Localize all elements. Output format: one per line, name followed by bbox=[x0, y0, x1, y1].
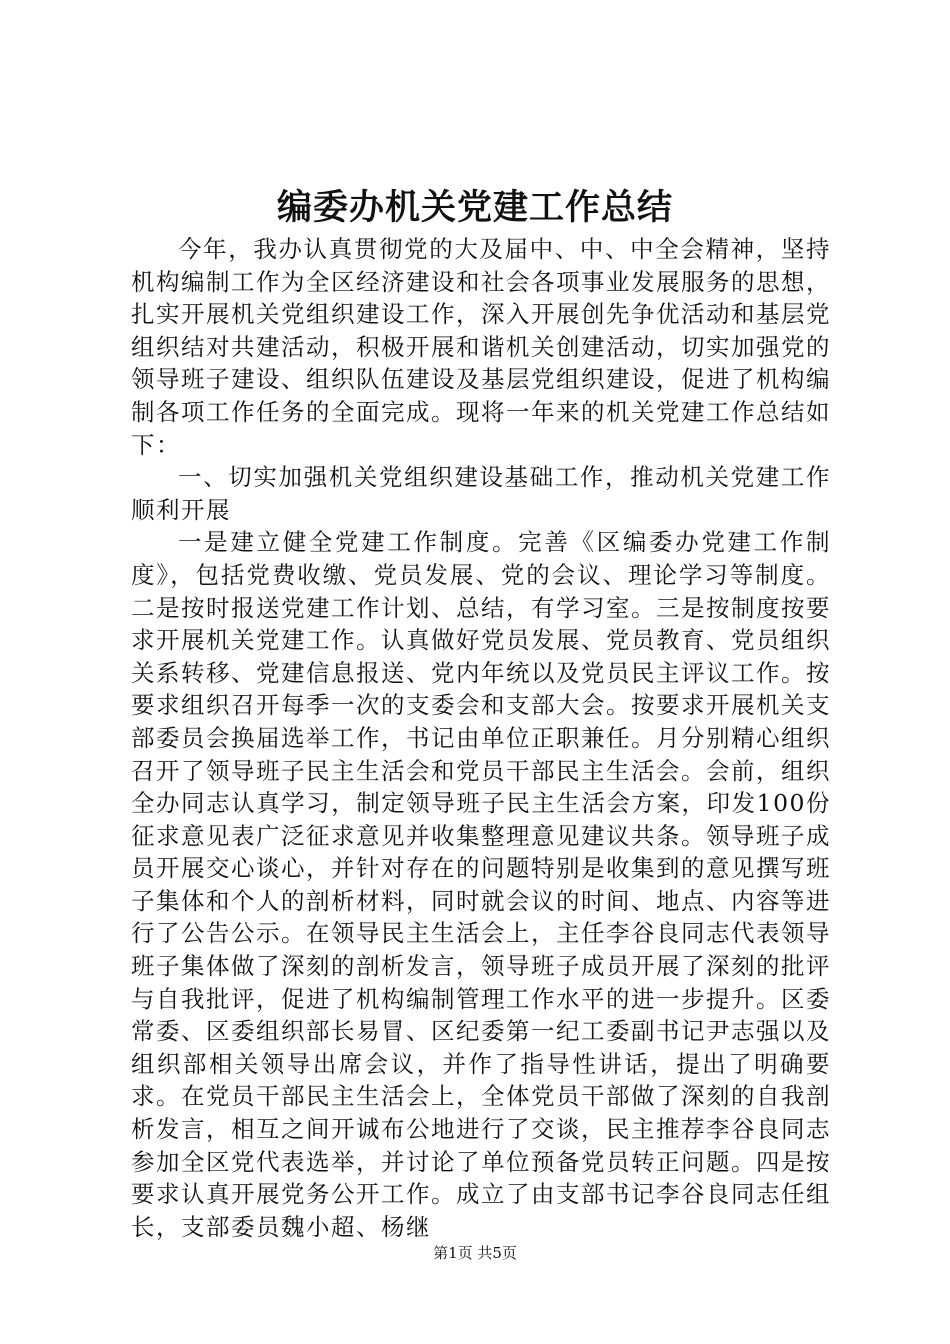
paragraph-intro: 今年，我办认真贯彻党的大及届中、中、中全会精神，坚持机构编制工作为全区经济建设和社会各项事业发展服务的思想，扎实开展机关党组织建设工作，深入开展创先争优活动和基层党组织结对共建活动，积极开展和谐机关创建活动，切实加强党的领导班子建设、组织队伍建设及基层党组织建设，促进了机构编制各项工作任务的全面完成。现将一年来的机关党建工作总结如下： bbox=[131, 235, 831, 459]
page-title: 编委办机关党建工作总结 bbox=[276, 187, 673, 228]
page-footer: 第1页 共5页 bbox=[433, 1244, 517, 1262]
document-body bbox=[131, 233, 831, 1243]
section-heading-1: 一、切实加强机关党组织建设基础工作，推动机关党建工作顺利开展 bbox=[131, 463, 831, 524]
paragraph-section-1: 一是建立健全党建工作制度。完善《区编委办党建工作制度》，包括党费收缴、党员发展、党的会议、理论学习等制度。二是按时报送党建工作计划、总结，有学习室。三是按制度按要求开展机关党建工作。认真做好党员发展、党员教育、党员组织关系转移、党建信息报送、党内年统以及党员民主评议工作。按要求组织召开每季一次的支委会和支部大会。按要求开展机关支部委员会换届选举工作，书记由单位正职兼任。月分别精心组织召开了领导班子民主生活会和党员干部民主生活会。会前，组织全办同志认真学习，制定领导班子民主生活会方案，印发100份征求意见表广泛征求意见并收集整理意见建议共条。领导班子成员开展交心谈心，并针对存在的问题特别是收集到的意见撰写班子集体和个人的剖析材料，同时就会议的时间、地点、内容等进行了公告公示。在领导民主生活会上，主任李谷良同志代表领导班子集体做了深刻的剖析发言，领导班子成员开展了深刻的批评与自我批评，促进了机构编制管理工作水平的进一步提升。区委常委、区委组织部长易冒、区纪委第一纪工委副书记尹志强以及组织部相关领导出席会议，并作了指导性讲话，提出了明确要求。在党员干部民主生活会上，全体党员干部做了深刻的自我剖析发言，相互之间开诚布公地进行了交谈，民主推荐李谷良同志参加全区党代表选举，并讨论了单位预备党员转正问题。四是按要求认真开展党务公开工作。成立了由支部书记李谷良同志任组长，支部委员魏小超、杨继 bbox=[131, 528, 831, 1241]
